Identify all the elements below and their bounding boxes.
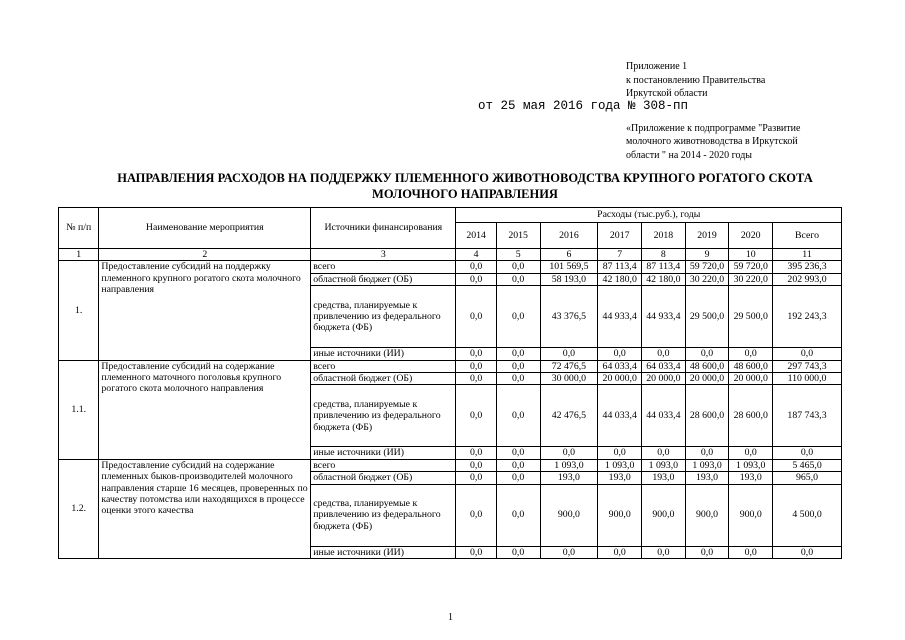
section-number: 1.2. bbox=[59, 459, 99, 558]
value-cell: 0,0 bbox=[456, 472, 496, 484]
value-cell: 0,0 bbox=[729, 546, 773, 558]
source-cell: средства, планируемые к привлечению из федерального бюджета (ФБ) bbox=[311, 286, 456, 348]
col-number: 8 bbox=[642, 249, 686, 261]
value-cell: 0,0 bbox=[685, 447, 729, 459]
value-cell: 48 600,0 bbox=[729, 360, 773, 372]
value-cell: 0,0 bbox=[729, 447, 773, 459]
header-name: Наименование мероприятия bbox=[99, 208, 311, 249]
header-num: № п/п bbox=[59, 208, 99, 249]
value-cell: 30 220,0 bbox=[685, 273, 729, 285]
value-cell: 0,0 bbox=[540, 447, 598, 459]
value-cell: 900,0 bbox=[540, 484, 598, 546]
value-cell: 1 093,0 bbox=[685, 459, 729, 471]
value-cell: 0,0 bbox=[496, 286, 540, 348]
value-cell: 0,0 bbox=[456, 273, 496, 285]
header-year: 2017 bbox=[598, 223, 642, 249]
value-cell: 0,0 bbox=[456, 385, 496, 447]
header-year: 2016 bbox=[540, 223, 598, 249]
expenses-table bbox=[58, 207, 842, 559]
value-cell: 900,0 bbox=[642, 484, 686, 546]
value-cell: 44 933,4 bbox=[598, 286, 642, 348]
document-title: НАПРАВЛЕНИЯ РАСХОДОВ НА ПОДДЕРЖКУ ПЛЕМЕННОГО ЖИВОТНОВОДСТВА КРУПНОГО РОГАТОГО СКОТА МОЛОЧНОГО НАПРАВЛЕНИЯ bbox=[117, 171, 813, 201]
header-year: 2015 bbox=[496, 223, 540, 249]
total-cell: 0,0 bbox=[773, 546, 842, 558]
value-cell: 0,0 bbox=[456, 447, 496, 459]
value-cell: 0,0 bbox=[456, 459, 496, 471]
source-cell: средства, планируемые к привлечению из федерального бюджета (ФБ) bbox=[311, 385, 456, 447]
value-cell: 0,0 bbox=[456, 546, 496, 558]
section-name: Предоставление субсидий на содержание племенного маточного поголовья крупного рогатого скота молочного направления bbox=[99, 360, 311, 459]
total-cell: 0,0 bbox=[773, 447, 842, 459]
value-cell: 30 220,0 bbox=[729, 273, 773, 285]
total-cell: 965,0 bbox=[773, 472, 842, 484]
value-cell: 0,0 bbox=[456, 360, 496, 372]
total-cell: 4 500,0 bbox=[773, 484, 842, 546]
value-cell: 0,0 bbox=[496, 360, 540, 372]
table-row bbox=[59, 459, 842, 471]
value-cell: 0,0 bbox=[729, 348, 773, 360]
header-year: 2018 bbox=[642, 223, 686, 249]
value-cell: 1 093,0 bbox=[540, 459, 598, 471]
value-cell: 0,0 bbox=[456, 484, 496, 546]
total-cell: 110 000,0 bbox=[773, 373, 842, 385]
col-number: 11 bbox=[773, 249, 842, 261]
value-cell: 0,0 bbox=[496, 373, 540, 385]
value-cell: 0,0 bbox=[598, 546, 642, 558]
value-cell: 64 033,4 bbox=[598, 360, 642, 372]
total-cell: 5 465,0 bbox=[773, 459, 842, 471]
value-cell: 58 193,0 bbox=[540, 273, 598, 285]
source-cell: всего bbox=[311, 459, 456, 471]
total-cell: 192 243,3 bbox=[773, 286, 842, 348]
value-cell: 900,0 bbox=[685, 484, 729, 546]
source-cell: иные источники (ИИ) bbox=[311, 546, 456, 558]
value-cell: 0,0 bbox=[685, 546, 729, 558]
source-cell: всего bbox=[311, 261, 456, 273]
value-cell: 0,0 bbox=[496, 348, 540, 360]
value-cell: 20 000,0 bbox=[729, 373, 773, 385]
value-cell: 900,0 bbox=[598, 484, 642, 546]
value-cell: 29 500,0 bbox=[685, 286, 729, 348]
appendix-line: к постановлению Правительства bbox=[626, 74, 766, 86]
value-cell: 0,0 bbox=[456, 286, 496, 348]
header-year: 2019 bbox=[685, 223, 729, 249]
header-year: 2014 bbox=[456, 223, 496, 249]
col-number: 6 bbox=[540, 249, 598, 261]
value-cell: 0,0 bbox=[540, 546, 598, 558]
source-cell: областной бюджет (ОБ) bbox=[311, 472, 456, 484]
value-cell: 72 476,5 bbox=[540, 360, 598, 372]
value-cell: 28 600,0 bbox=[729, 385, 773, 447]
value-cell: 101 569,5 bbox=[540, 261, 598, 273]
value-cell: 0,0 bbox=[496, 261, 540, 273]
value-cell: 0,0 bbox=[496, 385, 540, 447]
source-cell: областной бюджет (ОБ) bbox=[311, 273, 456, 285]
col-number: 10 bbox=[729, 249, 773, 261]
col-number: 3 bbox=[311, 249, 456, 261]
source-cell: областной бюджет (ОБ) bbox=[311, 373, 456, 385]
value-cell: 0,0 bbox=[496, 273, 540, 285]
value-cell: 193,0 bbox=[729, 472, 773, 484]
value-cell: 0,0 bbox=[598, 447, 642, 459]
appendix-line: Иркутской области bbox=[626, 88, 708, 99]
value-cell: 42 180,0 bbox=[598, 273, 642, 285]
value-cell: 0,0 bbox=[496, 447, 540, 459]
total-cell: 297 743,3 bbox=[773, 360, 842, 372]
col-number: 4 bbox=[456, 249, 496, 261]
appendix-line: «Приложение к подпрограмме "Развитие bbox=[626, 122, 801, 134]
appendix-line: Приложение 1 bbox=[626, 61, 688, 72]
total-cell: 187 743,3 bbox=[773, 385, 842, 447]
total-cell: 202 993,0 bbox=[773, 273, 842, 285]
value-cell: 0,0 bbox=[540, 348, 598, 360]
value-cell: 28 600,0 bbox=[685, 385, 729, 447]
value-cell: 44 933,4 bbox=[642, 286, 686, 348]
value-cell: 0,0 bbox=[496, 459, 540, 471]
value-cell: 29 500,0 bbox=[729, 286, 773, 348]
value-cell: 59 720,0 bbox=[729, 261, 773, 273]
header-source: Источники финансирования bbox=[311, 208, 456, 249]
page-number: 1 bbox=[448, 612, 453, 623]
value-cell: 0,0 bbox=[642, 348, 686, 360]
value-cell: 1 093,0 bbox=[642, 459, 686, 471]
appendix-line: области " на 2014 - 2020 годы bbox=[626, 149, 753, 161]
value-cell: 0,0 bbox=[456, 261, 496, 273]
value-cell: 0,0 bbox=[456, 348, 496, 360]
header-expenses: Расходы (тыс.руб.), годы bbox=[456, 208, 842, 223]
source-cell: иные источники (ИИ) bbox=[311, 447, 456, 459]
value-cell: 44 033,4 bbox=[598, 385, 642, 447]
value-cell: 900,0 bbox=[729, 484, 773, 546]
section-number: 1.1. bbox=[59, 360, 99, 459]
value-cell: 30 000,0 bbox=[540, 373, 598, 385]
value-cell: 87 113,4 bbox=[598, 261, 642, 273]
total-cell: 0,0 bbox=[773, 348, 842, 360]
value-cell: 0,0 bbox=[496, 472, 540, 484]
col-number: 1 bbox=[59, 249, 99, 261]
appendix-line: молочного животноводства в Иркутской bbox=[626, 136, 798, 147]
value-cell: 43 376,5 bbox=[540, 286, 598, 348]
value-cell: 0,0 bbox=[496, 484, 540, 546]
value-cell: 0,0 bbox=[642, 447, 686, 459]
value-cell: 20 000,0 bbox=[685, 373, 729, 385]
value-cell: 87 113,4 bbox=[642, 261, 686, 273]
value-cell: 48 600,0 bbox=[685, 360, 729, 372]
table-row bbox=[59, 261, 842, 273]
source-cell: средства, планируемые к привлечению из федерального бюджета (ФБ) bbox=[311, 484, 456, 546]
total-cell: 395 236,3 bbox=[773, 261, 842, 273]
col-number: 7 bbox=[598, 249, 642, 261]
value-cell: 42 180,0 bbox=[642, 273, 686, 285]
value-cell: 193,0 bbox=[685, 472, 729, 484]
value-cell: 0,0 bbox=[598, 348, 642, 360]
value-cell: 64 033,4 bbox=[642, 360, 686, 372]
col-number: 2 bbox=[99, 249, 311, 261]
col-number: 5 bbox=[496, 249, 540, 261]
section-name: Предоставление субсидий на содержание племенных быков-производителей молочного направления старше 16 месяцев, проверенных по качеству потомства или находящихся в процессе оценки этого качества bbox=[99, 459, 311, 558]
value-cell: 42 476,5 bbox=[540, 385, 598, 447]
value-cell: 193,0 bbox=[540, 472, 598, 484]
table-row bbox=[59, 360, 842, 372]
section-number: 1. bbox=[59, 261, 99, 360]
header-year: 2020 bbox=[729, 223, 773, 249]
source-cell: иные источники (ИИ) bbox=[311, 348, 456, 360]
col-number: 9 bbox=[685, 249, 729, 261]
value-cell: 0,0 bbox=[685, 348, 729, 360]
value-cell: 1 093,0 bbox=[598, 459, 642, 471]
section-name: Предоставление субсидий на поддержку племенного крупного рогатого скота молочного направления bbox=[99, 261, 311, 360]
value-cell: 0,0 bbox=[456, 373, 496, 385]
value-cell: 193,0 bbox=[642, 472, 686, 484]
value-cell: 20 000,0 bbox=[642, 373, 686, 385]
value-cell: 59 720,0 bbox=[685, 261, 729, 273]
value-cell: 0,0 bbox=[496, 546, 540, 558]
value-cell: 20 000,0 bbox=[598, 373, 642, 385]
date-stamp: от 25 мая 2016 года № 308-пп bbox=[478, 99, 689, 113]
value-cell: 193,0 bbox=[598, 472, 642, 484]
value-cell: 1 093,0 bbox=[729, 459, 773, 471]
header-total: Всего bbox=[773, 223, 842, 249]
source-cell: всего bbox=[311, 360, 456, 372]
value-cell: 44 033,4 bbox=[642, 385, 686, 447]
value-cell: 0,0 bbox=[642, 546, 686, 558]
